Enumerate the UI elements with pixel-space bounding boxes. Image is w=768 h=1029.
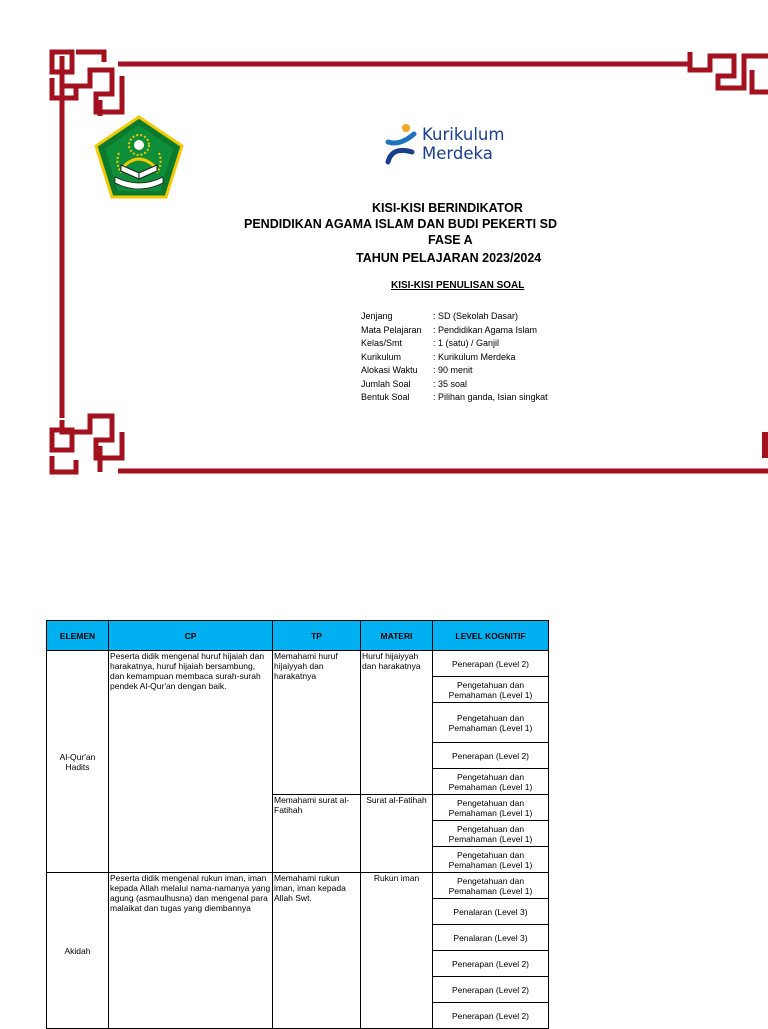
kurikulum-merdeka-wordmark <box>422 125 504 163</box>
info-value: : Kurikulum Merdeka <box>433 351 516 362</box>
kurikulum-merdeka-logo-icon <box>382 122 420 170</box>
info-row <box>361 378 551 392</box>
cell-materi: Rukun iman <box>361 873 433 1029</box>
info-value: : SD (Sekolah Dasar) <box>433 311 519 321</box>
cell-level: Pengetahuan dan Pemahaman (Level 1) <box>433 769 549 795</box>
cell-level: Pengetahuan dan Pemahaman (Level 1) <box>433 677 549 703</box>
header-cp: CP <box>109 621 273 651</box>
title-line-4: TAHUN PELAJARAN 2023/2024 <box>356 251 542 265</box>
info-row <box>361 351 551 365</box>
info-row <box>361 364 551 378</box>
header-materi: MATERI <box>361 621 433 651</box>
info-block <box>361 310 551 405</box>
title-line-3: FASE A <box>428 233 473 247</box>
cell-level: Penerapan (Level 2) <box>433 951 549 977</box>
info-label: Kurikulum <box>361 351 402 362</box>
title-line-1: KISI-KISI BERINDIKATOR <box>372 201 523 215</box>
table-row <box>47 651 549 677</box>
cell-level: Penerapan (Level 2) <box>433 977 549 1003</box>
cell-tp: Memahami huruf hijaiyyah dan harakatnya <box>273 651 361 795</box>
title-block <box>0 200 768 270</box>
subtitle: KISI-KISI PENULISAN SOAL <box>391 280 525 291</box>
info-row <box>361 310 551 324</box>
cell-level: Pengetahuan dan Pemahaman (Level 1) <box>433 873 549 899</box>
header-tp: TP <box>273 621 361 651</box>
km-line2: Merdeka <box>422 144 493 163</box>
kemenag-logo <box>93 115 185 199</box>
info-label: Alokasi Waktu <box>361 365 418 375</box>
title-line-2: PENDIDIKAN AGAMA ISLAM DAN BUDI PEKERTI SD <box>244 217 557 231</box>
cell-materi: Surat al-Fatihah <box>361 795 433 873</box>
info-value: : Pilihan ganda, Isian singkat <box>433 392 548 402</box>
kisi-kisi-table <box>46 620 549 1029</box>
cell-level: Penerapan (Level 2) <box>433 651 549 677</box>
info-value: : 1 (satu) / Ganjil <box>433 338 500 348</box>
cell-elemen: Akidah <box>47 873 109 1029</box>
cell-level: Pengetahuan dan Pemahaman (Level 1) <box>433 847 549 873</box>
kurikulum-merdeka-logo <box>382 122 522 170</box>
info-label: Jenjang <box>361 311 393 321</box>
cell-tp: Memahami rukun iman, iman kepada Allah Swt. <box>273 873 361 1029</box>
header-elemen: ELEMEN <box>47 621 109 651</box>
kemenag-emblem-icon <box>93 115 185 199</box>
info-value: : Pendidikan Agama Islam <box>433 324 538 335</box>
cell-level: Penerapan (Level 2) <box>433 743 549 769</box>
cell-level: Pengetahuan dan Pemahaman (Level 1) <box>433 821 549 847</box>
info-value: : 35 soal <box>433 378 468 389</box>
info-row <box>361 391 551 405</box>
info-label: Jumlah Soal <box>361 378 411 389</box>
cell-level: Pengetahuan dan Pemahaman (Level 1) <box>433 703 549 743</box>
table-header-row <box>47 621 549 651</box>
km-line1: Kurikulum <box>422 125 505 144</box>
info-row <box>361 324 551 338</box>
cell-level: Pengetahuan dan Pemahaman (Level 1) <box>433 795 549 821</box>
cell-cp: Peserta didik mengenal huruf hijaiah dan harakatnya, huruf hijaiah bersambung, dan kemampuan membaca surah-surah pendek Al-Qur'an dengan baik. <box>109 651 273 873</box>
info-row <box>361 337 551 351</box>
info-label: Kelas/Smt <box>361 338 403 348</box>
info-value: : 90 menit <box>433 365 473 375</box>
cell-level: Penalaran (Level 3) <box>433 925 549 951</box>
info-label: Mata Pelajaran <box>361 324 422 335</box>
cell-tp: Memahami surat al-Fatihah <box>273 795 361 873</box>
info-label: Bentuk Soal <box>361 392 410 402</box>
cell-level: Penalaran (Level 3) <box>433 899 549 925</box>
cell-cp: Peserta didik mengenal rukun iman, iman kepada Allah melalui nama-namanya yang agung (asmaulhusna) dan mengenal para malaikat dan tugas yang diembannya <box>109 873 273 1029</box>
header-level-kognitif: LEVEL KOGNITIF <box>433 621 549 651</box>
cell-materi: Huruf hijaiyyah dan harakatnya <box>361 651 433 795</box>
cell-elemen: Al-Qur'an Hadits <box>47 651 109 873</box>
cell-level: Penerapan (Level 2) <box>433 1003 549 1029</box>
table-row <box>47 873 549 899</box>
